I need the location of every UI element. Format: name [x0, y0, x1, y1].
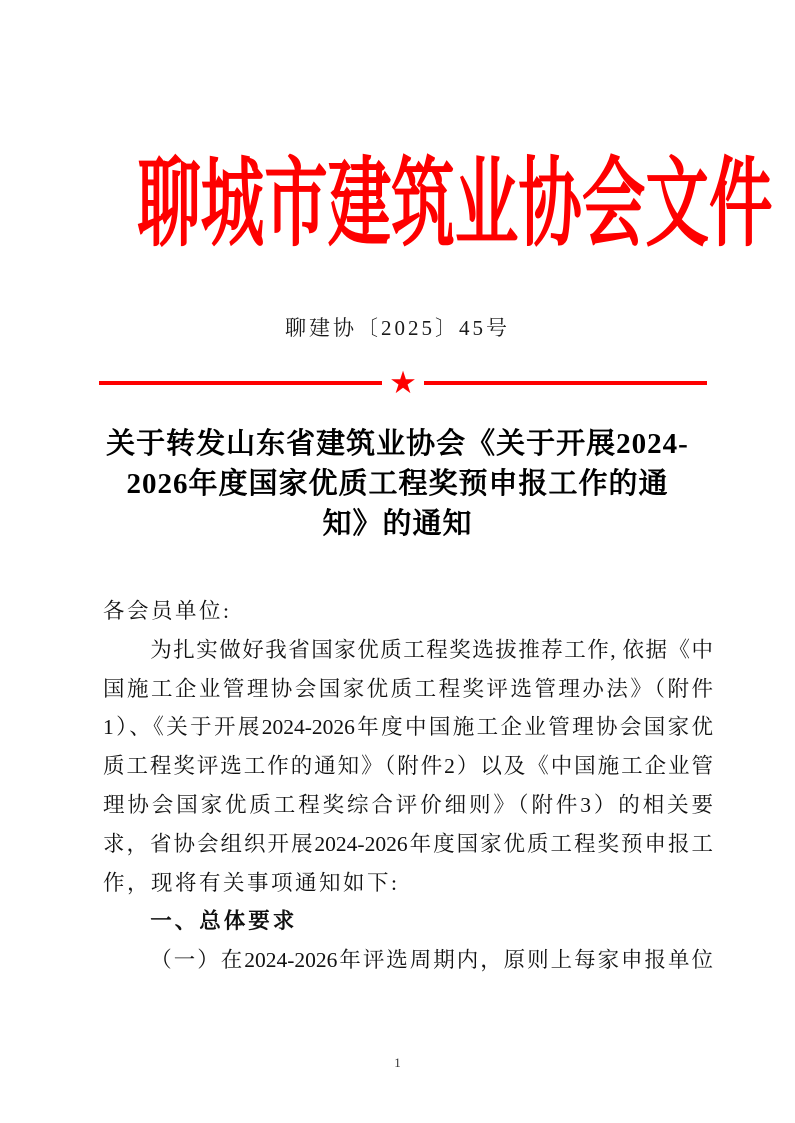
body-line: 作，现将有关事项通知如下:: [103, 870, 400, 895]
star-icon: ★: [389, 365, 417, 401]
document-number: 聊建协〔2025〕45号: [285, 316, 510, 340]
page-number: 1: [394, 1055, 401, 1070]
org-header-title: 聊城市建筑业协会文件: [137, 151, 773, 258]
divider-line-right: [424, 381, 707, 385]
body-line: 质工程奖评选工作的通知》（附件2）以及《中国施工企业管: [103, 754, 713, 779]
red-divider: [99, 365, 707, 401]
document-title-line: 关于转发山东省建筑业协会《关于开展2024-: [106, 428, 689, 460]
section-heading: 一、总体要求: [150, 909, 298, 934]
body-line: 国施工企业管理协会国家优质工程奖评选管理办法》（附件: [103, 676, 713, 701]
document-body: [103, 592, 713, 980]
body-line: 为扎实做好我省国家优质工程奖选拔推荐工作, 依据《中: [150, 637, 713, 662]
body-line: 求，省协会组织开展2024-2026年度国家优质工程奖预申报工: [103, 831, 713, 856]
body-line: （一）在2024-2026年评选周期内，原则上每家申报单位: [150, 948, 713, 973]
body-line: 1）、《关于开展2024-2026年度中国施工企业管理协会国家优: [103, 715, 713, 740]
body-salutation: 各会员单位:: [103, 599, 232, 623]
document-title: [80, 424, 715, 544]
document-title-line: 2026年度国家优质工程奖预申报工作的通: [126, 468, 669, 500]
document-title-line: 知》的通知: [322, 508, 473, 540]
divider-line-left: [99, 381, 382, 385]
body-line: 理协会国家优质工程奖综合评价细则》（附件3）的相关要: [103, 792, 713, 817]
